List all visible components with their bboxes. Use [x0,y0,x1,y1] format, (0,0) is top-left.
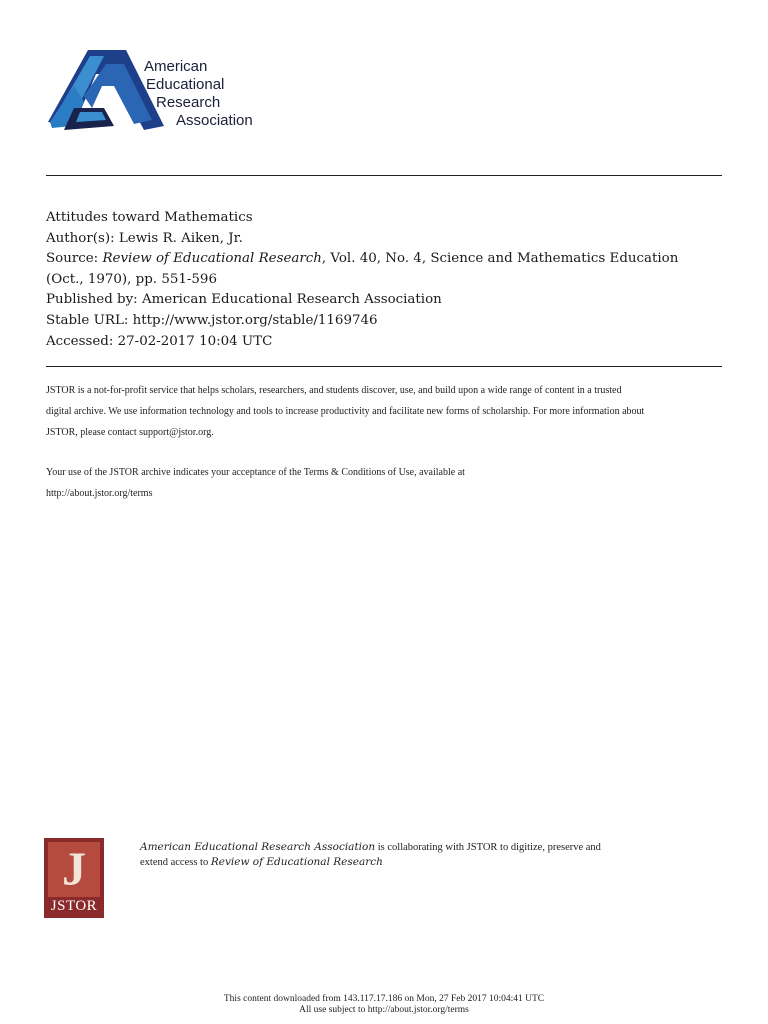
source-details: , Vol. 40, No. 4, Science and Mathematics Education [321,251,679,267]
jstor-letter: J [62,843,86,896]
author-label: Author(s): [46,230,115,246]
jstor-emblem-icon [48,842,100,897]
collab-text-1: is collaborating with JSTOR to digitize, preserve and [375,842,601,853]
terms-link[interactable]: http://about.jstor.org/terms [46,488,153,499]
accessed-line [46,332,736,353]
aera-line-2: Educational [146,76,225,93]
stable-url-link[interactable]: http://www.jstor.org/stable/1169746 [132,312,378,328]
jstor-wordmark: JSTOR [50,898,98,914]
footer-line-1: This content downloaded from 143.117.17.186 on Mon, 27 Feb 2017 10:04:41 UTC [223,994,545,1004]
collab-line-2 [140,855,740,870]
terms-line-1: Your use of the JSTOR archive indicates your acceptance of the Terms & Conditions of Use, available at [46,467,465,478]
source-journal: Review of Educational Research [102,251,322,267]
source-line [46,249,736,270]
middle-divider [46,366,722,367]
aera-line-1: American [144,58,208,75]
aera-line-4: Association [176,112,253,129]
collab-line-1 [140,840,740,855]
citation-block [46,208,736,352]
accessed-value: 27-02-2017 10:04 UTC [117,333,273,349]
notice-line-3: JSTOR, please contact support@jstor.org. [46,427,214,438]
stable-url-line [46,311,736,332]
author-line [46,229,736,250]
download-footer [0,994,768,1016]
jstor-notice [46,380,726,443]
article-title: Attitudes toward Mathematics [46,210,253,225]
footer-line-2: All use subject to http://about.jstor.org/terms [299,1005,469,1015]
publisher-line [46,290,736,311]
source-label: Source: [46,251,99,267]
author-value: Lewis R. Aiken, Jr. [118,230,243,246]
stable-url-label: Stable URL: [46,312,129,328]
jstor-logo [44,838,104,918]
collab-text-2: extend access to [140,857,211,868]
aera-org-name [144,58,274,130]
source-line-2: (Oct., 1970), pp. 551-596 [46,271,217,287]
terms-notice [46,462,726,504]
collaboration-statement [140,840,740,870]
top-divider [46,175,722,176]
notice-line-1: JSTOR is a not-for-profit service that helps scholars, researchers, and students discover, use, and build upon a wide range of content in a trusted [46,385,622,396]
publisher-label: Published by: [46,292,138,308]
accessed-label: Accessed: [46,333,114,349]
aera-line-3: Research [156,94,221,111]
collab-org: American Educational Research Association [140,841,376,853]
aera-logo [44,44,264,136]
collab-journal: Review of Educational Research [210,856,383,868]
publisher-value: American Educational Research Association [141,292,442,308]
notice-line-2: digital archive. We use information technology and tools to increase productivity and facilitate new forms of scholarship. For more information about [46,406,645,417]
